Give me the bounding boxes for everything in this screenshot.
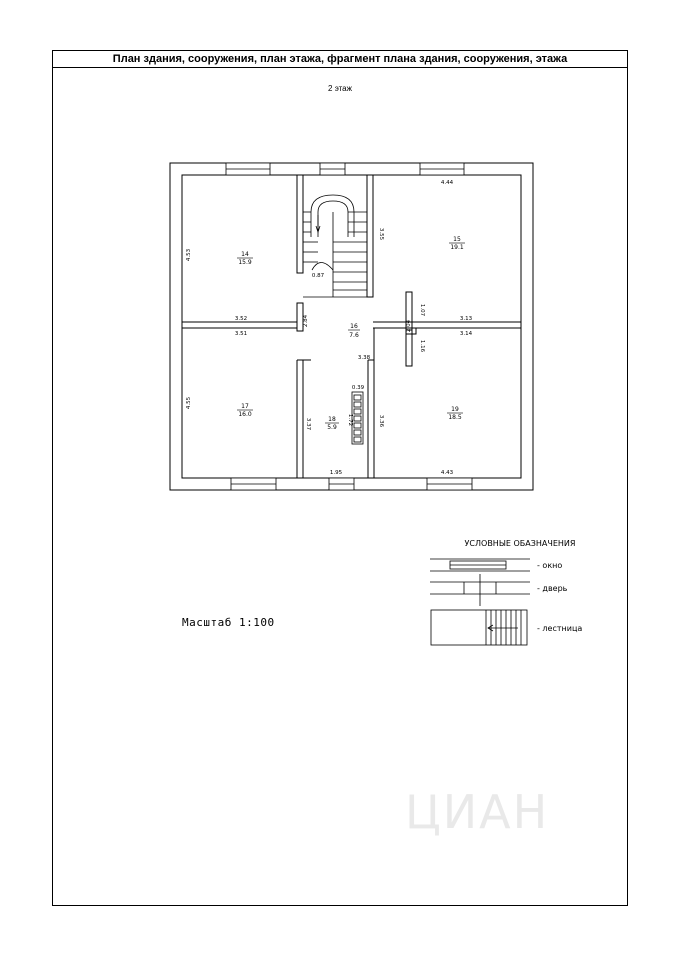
dim-r19-side: 1.16 (419, 339, 425, 353)
dim-r15-width: 4.44 (440, 180, 454, 186)
legend-stairs-label: - лестница (537, 624, 583, 633)
window-top-3 (420, 163, 464, 175)
dim-r19-height: 3.36 (378, 414, 384, 428)
dim-r15-lower: 1.07 (419, 303, 425, 317)
scale-label: Масштаб 1:100 (182, 616, 275, 629)
room-18-number: 18 (328, 416, 336, 423)
room-16-area: 7.6 (349, 332, 359, 339)
dim-r14-bottom: 3.52 (234, 316, 248, 322)
window-top-2 (320, 163, 345, 175)
dim-r18-bottom: 1.95 (329, 470, 343, 476)
room-14-number: 14 (241, 251, 249, 258)
room-14-area: 15.9 (238, 259, 252, 266)
room-16-number: 16 (350, 323, 358, 330)
room-15-number: 15 (453, 236, 461, 243)
dim-r15-bottom: 3.13 (459, 316, 473, 322)
room-19-number: 19 (451, 406, 459, 413)
dim-closet: 1.72 (347, 413, 353, 427)
room-19-area: 18.5 (448, 414, 462, 421)
legend-window-label: - окно (537, 561, 563, 570)
dim-r18-small: 0.39 (351, 385, 365, 391)
dim-r14-height: 4.53 (186, 248, 192, 262)
floor-label: 2 этаж (328, 84, 352, 93)
dim-r19-top: 3.14 (459, 331, 473, 337)
window-top-1 (226, 163, 270, 175)
legend-window-symbol (430, 559, 530, 571)
watermark-logo: ЦИАН (405, 785, 550, 839)
dim-r18-top: 3.38 (357, 355, 371, 361)
room-labels (234, 236, 465, 431)
dim-hall-left: 2.84 (303, 314, 309, 328)
window-bottom-2 (329, 478, 354, 490)
legend-title: УСЛОВНЫЕ ОБАЗНАЧЕНИЯ (464, 539, 576, 548)
legend (430, 539, 582, 645)
stairs (303, 195, 367, 297)
room-17-area: 16.0 (238, 411, 252, 418)
dim-r17-height: 4.55 (186, 396, 192, 410)
dim-r18-height: 3.37 (305, 417, 311, 431)
legend-door-symbol (430, 574, 530, 606)
room-17-number: 17 (241, 403, 249, 410)
dim-r17-top: 3.51 (234, 331, 248, 337)
legend-stairs-symbol (431, 610, 527, 645)
window-bottom-1 (231, 478, 276, 490)
legend-door-label: - дверь (537, 584, 568, 593)
window-bottom-3 (427, 478, 472, 490)
room-15-area: 19.1 (450, 244, 464, 251)
dim-r19-bottom: 4.43 (440, 470, 454, 476)
dim-stair-width: 0.87 (311, 273, 325, 279)
dim-hall-right: 2.04 (406, 319, 412, 333)
dim-stair-height: 3.55 (378, 227, 384, 241)
sheet-title: План здания, сооружения, план этажа, фрагмент плана здания, сооружения, этажа (53, 51, 627, 68)
room-18-area: 5.9 (327, 424, 337, 431)
